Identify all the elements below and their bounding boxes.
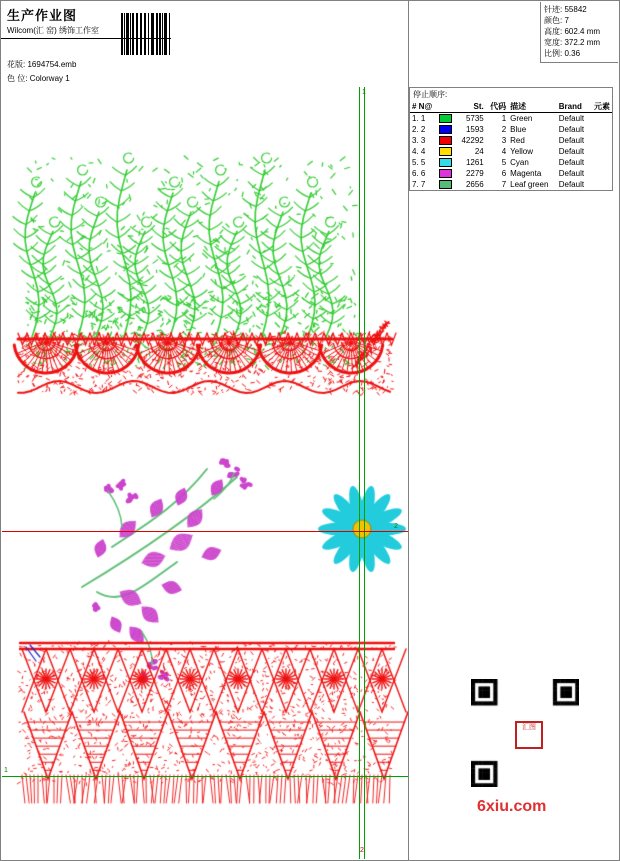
cell-description: Green (510, 114, 533, 123)
cell-description: Red (510, 136, 525, 145)
info-row-scale (544, 48, 615, 59)
guide-horizontal-bottom (2, 776, 408, 777)
cell-element (592, 157, 612, 168)
color-swatch (439, 136, 452, 145)
colorway-field (7, 73, 70, 84)
cell-brand: Default (558, 169, 585, 178)
cell-stitches: 2656 (465, 180, 484, 189)
col-stitches: St. (455, 101, 486, 113)
cell-description: Magenta (510, 169, 542, 178)
cell-description: Cyan (510, 158, 529, 167)
cell-index: 2. 2 (412, 125, 426, 134)
cell-brand: Default (558, 158, 585, 167)
barcode-icon (121, 13, 171, 55)
info-row-colors (544, 15, 615, 26)
cell-stitches: 24 (474, 147, 484, 156)
colorway-value: Colorway 1 (29, 74, 70, 83)
cell-index: 1. 1 (412, 114, 426, 123)
stop-sequence-title: 停止顺序: (413, 90, 448, 99)
guide-label-bottom: 2 (360, 847, 364, 854)
table-row (410, 135, 612, 146)
cell-stitches: 5735 (465, 114, 484, 123)
design-canvas (2, 87, 408, 859)
embroidery-artwork (2, 87, 408, 859)
page-title: 生产作业图 (7, 8, 78, 23)
cell-code: 2 (501, 125, 507, 134)
cell-description: Yellow (510, 147, 533, 156)
cell-code: 4 (501, 147, 507, 156)
cell-code: 7 (501, 180, 507, 189)
cell-element (592, 179, 612, 190)
cell-description: Leaf green (510, 180, 549, 189)
design-file-value: 1694754.emb (27, 60, 77, 69)
cell-index: 7. 7 (412, 180, 426, 189)
width-label: 宽度: (544, 38, 563, 47)
cell-brand: Default (558, 136, 585, 145)
qr-code (471, 679, 579, 787)
info-row-height (544, 26, 615, 37)
cell-swatch (437, 168, 455, 179)
color-swatch (439, 158, 452, 167)
cell-stitches: 1593 (465, 125, 484, 134)
cell-code: 5 (501, 158, 507, 167)
color-swatch (439, 114, 452, 123)
stitches-value: 55842 (564, 5, 587, 14)
cell-description: Blue (510, 125, 527, 134)
studio-name: Wilcom(汇 窑) 绣饰工作室 (7, 26, 99, 35)
scale-label: 比例: (544, 49, 563, 58)
guide-vertical-1 (359, 87, 360, 859)
table-row (410, 113, 612, 125)
cell-swatch (437, 135, 455, 146)
design-info-table (540, 2, 618, 63)
width-value: 372.2 mm (564, 38, 601, 47)
table-row (410, 124, 612, 135)
cell-code: 1 (501, 114, 507, 123)
col-brand: Brand (557, 101, 592, 113)
stop-sequence-panel (409, 87, 613, 191)
table-row (410, 146, 612, 157)
color-swatch (439, 180, 452, 189)
height-label: 高度: (544, 27, 563, 36)
scale-value: 0.36 (564, 49, 581, 58)
cell-element (592, 113, 612, 125)
cell-code: 6 (501, 169, 507, 178)
cell-index: 6. 6 (412, 169, 426, 178)
cell-brand: Default (558, 125, 585, 134)
guide-label-right: 2 (394, 523, 398, 530)
guide-label-left: 1 (4, 767, 8, 774)
info-row-stitches (544, 4, 615, 15)
cell-stitches: 2279 (465, 169, 484, 178)
cell-index: 5. 5 (412, 158, 426, 167)
cell-swatch (437, 157, 455, 168)
cell-element (592, 135, 612, 146)
table-header-row (410, 101, 612, 113)
cell-index: 4. 4 (412, 147, 426, 156)
cell-element (592, 168, 612, 179)
cell-brand: Default (558, 180, 585, 189)
cell-code: 3 (501, 136, 507, 145)
table-row (410, 179, 612, 190)
design-file-field (7, 59, 76, 70)
cell-brand: Default (558, 114, 585, 123)
color-swatch (439, 147, 452, 156)
info-row-width (544, 37, 615, 48)
watermark: 6xiu.com (477, 798, 547, 815)
cell-element (592, 124, 612, 135)
cell-swatch (437, 113, 455, 125)
cell-swatch (437, 124, 455, 135)
color-swatch (439, 169, 452, 178)
col-description: 描述 (508, 101, 557, 113)
col-element: 元素 (594, 102, 610, 111)
stop-sequence-table (410, 101, 612, 190)
cell-element (592, 146, 612, 157)
cell-brand: Default (558, 147, 585, 156)
cell-index: 3. 3 (412, 136, 426, 145)
cell-swatch (437, 179, 455, 190)
design-file-label: 花版: (7, 60, 26, 69)
table-row (410, 168, 612, 179)
guide-vertical-2 (364, 87, 365, 859)
cell-stitches: 1261 (465, 158, 484, 167)
cell-stitches: 42292 (461, 136, 484, 145)
height-value: 602.4 mm (564, 27, 601, 36)
color-swatch (439, 125, 452, 134)
stitches-label: 针迹: (544, 5, 563, 14)
stamp-icon: 汇图 (515, 721, 543, 749)
cell-swatch (437, 146, 455, 157)
col-code: 代码 (486, 101, 508, 113)
colors-label: 颜色: 7 (544, 16, 569, 25)
col-swatch (437, 101, 455, 113)
table-row (410, 157, 612, 168)
guide-horizontal-center (2, 531, 408, 532)
colorway-label: 色 位: (7, 74, 28, 83)
col-index: # N@ (410, 101, 437, 113)
guide-label-top: 1 (362, 89, 366, 96)
